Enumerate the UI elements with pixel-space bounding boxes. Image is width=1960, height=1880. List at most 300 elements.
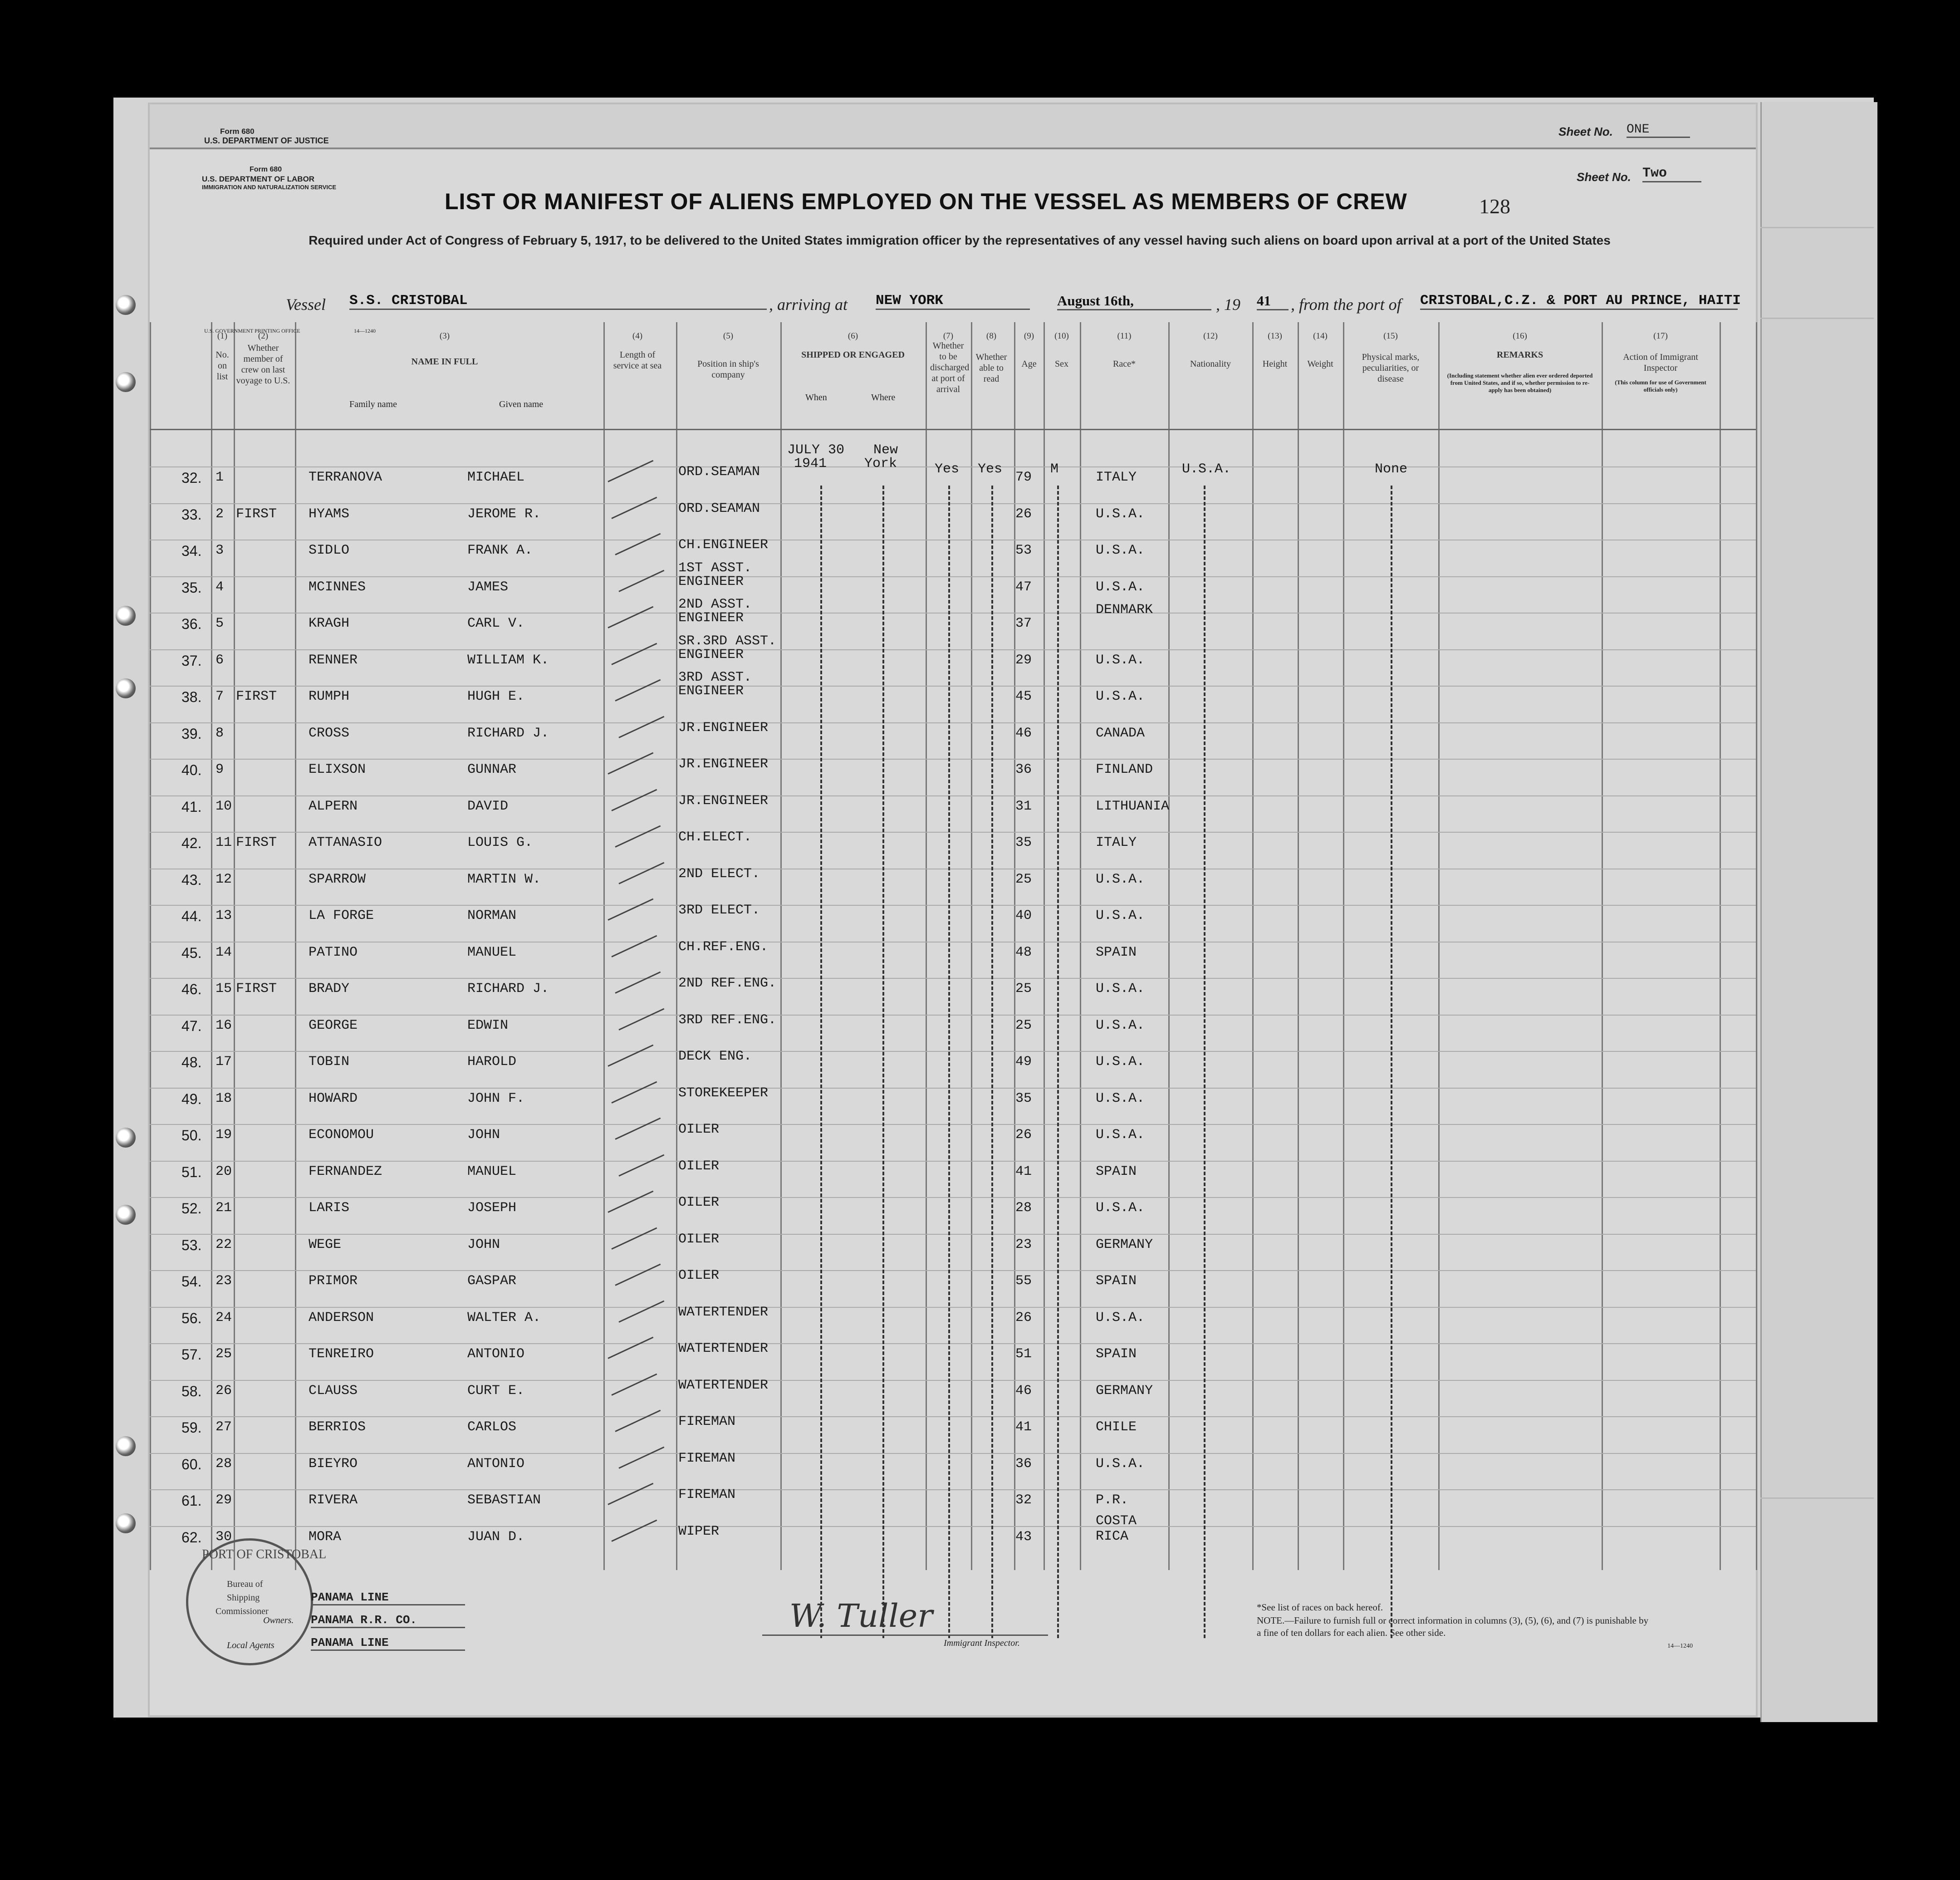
grid-row-rule xyxy=(150,1161,1756,1162)
row-family-name: ATTANASIO xyxy=(309,835,382,850)
row-family-name: WEGE xyxy=(309,1237,342,1252)
grid-row-rule xyxy=(150,832,1756,833)
row-sequence-number: 52. xyxy=(181,1200,202,1217)
grid-row-rule xyxy=(150,649,1756,650)
ditto-discharged xyxy=(948,486,950,1638)
row-position: FIREMAN xyxy=(678,1414,736,1429)
row-race: U.S.A. xyxy=(1096,981,1145,996)
row-sequence-number: 51. xyxy=(181,1163,202,1180)
column-number: (15) xyxy=(1383,331,1398,341)
row-age: 25 xyxy=(1015,981,1032,996)
column-number: (3) xyxy=(439,331,450,341)
from-label: , from the port of xyxy=(1291,295,1401,314)
back-rule xyxy=(1760,227,1874,228)
binder-hole xyxy=(116,1513,136,1533)
ditto-sex xyxy=(1057,486,1059,1638)
row-position-line2: ENGINEER xyxy=(678,683,744,699)
given-name-header: Given name xyxy=(499,399,544,409)
owner-line-3: PANAMA LINE xyxy=(311,1636,465,1651)
row-position: DECK ENG. xyxy=(678,1049,752,1064)
row-given-name: CARLOS xyxy=(467,1419,517,1435)
row-previous-voyage: FIRST xyxy=(236,506,277,522)
service-name: IMMIGRATION AND NATURALIZATION SERVICE xyxy=(202,184,337,191)
row-position: WIPER xyxy=(678,1523,720,1539)
grid-column-rule xyxy=(676,322,677,1570)
row-age: 79 xyxy=(1015,470,1032,485)
row-sequence-number: 54. xyxy=(181,1273,202,1290)
grid-row-rule xyxy=(150,905,1756,906)
row-given-name: EDWIN xyxy=(467,1017,509,1033)
row-race: U.S.A. xyxy=(1096,579,1145,595)
row-position: JR.ENGINEER xyxy=(678,756,769,772)
row-age: 41 xyxy=(1015,1419,1032,1435)
grid-row-rule xyxy=(150,1526,1756,1527)
row-sequence-number: 57. xyxy=(181,1346,202,1363)
row-family-name: BERRIOS xyxy=(309,1419,366,1435)
row-race: ITALY xyxy=(1096,470,1137,485)
row-age: 28 xyxy=(1015,1200,1032,1216)
row-family-name: SPARROW xyxy=(309,871,366,887)
read-value: Yes xyxy=(978,461,1003,477)
row-sequence-number: 39. xyxy=(181,725,202,742)
row-position: OILER xyxy=(678,1122,720,1137)
arriving-label: , arriving at xyxy=(769,295,848,314)
top-strip xyxy=(150,104,1756,149)
row-age: 35 xyxy=(1015,1090,1032,1106)
row-position: JR.ENGINEER xyxy=(678,720,769,736)
row-sequence-number: 42. xyxy=(181,835,202,851)
grid-row-rule xyxy=(150,1489,1756,1490)
row-list-number: 11 xyxy=(216,835,232,850)
manifest-table xyxy=(150,322,1756,1570)
row-position-line2: ENGINEER xyxy=(678,647,744,663)
row-given-name: JOSEPH xyxy=(467,1200,517,1216)
column-number: (14) xyxy=(1313,331,1328,341)
column-header-label: Nationality xyxy=(1190,359,1231,369)
row-position: OILER xyxy=(678,1268,720,1283)
row-family-name: PRIMOR xyxy=(309,1273,358,1289)
manifest-page xyxy=(150,104,1756,1715)
shipped-when-line1: JULY 30 xyxy=(787,442,845,458)
row-race: LITHUANIA xyxy=(1096,798,1170,814)
grid-column-rule xyxy=(1168,322,1170,1570)
row-given-name: GASPAR xyxy=(467,1273,517,1289)
grid-row-rule xyxy=(150,1124,1756,1125)
row-sequence-number: 53. xyxy=(181,1237,202,1253)
column-number: (13) xyxy=(1268,331,1282,341)
row-race: U.S.A. xyxy=(1096,871,1145,887)
row-position: CH.ENGINEER xyxy=(678,537,769,553)
row-position-line2: ENGINEER xyxy=(678,610,744,626)
grid-row-rule xyxy=(150,503,1756,504)
row-race: SPAIN xyxy=(1096,1163,1137,1179)
row-position: 3RD REF.ENG. xyxy=(678,1012,777,1028)
column-number: (1) xyxy=(217,331,228,341)
row-given-name: DAVID xyxy=(467,798,509,814)
column-header-label: Height xyxy=(1262,359,1288,369)
row-given-name: HUGH E. xyxy=(467,689,525,704)
row-list-number: 10 xyxy=(216,798,232,814)
shipped-where-line2: York xyxy=(864,456,897,471)
row-list-number: 5 xyxy=(216,616,224,631)
grid-row-rule xyxy=(150,1307,1756,1308)
row-sequence-number: 34. xyxy=(181,543,202,559)
row-race: U.S.A. xyxy=(1096,1200,1145,1216)
row-given-name: MANUEL xyxy=(467,1163,517,1179)
column-number: (6) xyxy=(848,331,858,341)
row-given-name: MANUEL xyxy=(467,944,517,960)
row-sequence-number: 61. xyxy=(181,1492,202,1509)
stamp-line2: Shipping xyxy=(227,1593,260,1603)
row-age: 47 xyxy=(1015,579,1032,595)
column-header-label: Whether member of crew on last voyage to U.S. xyxy=(236,343,290,386)
row-list-number: 8 xyxy=(216,725,224,741)
row-list-number: 1 xyxy=(216,470,224,485)
row-given-name: ANTONIO xyxy=(467,1346,525,1362)
row-list-number: 29 xyxy=(216,1492,232,1508)
stamp-line1: Bureau of xyxy=(227,1579,263,1589)
action-note: (This column for use of Government officials only) xyxy=(1615,379,1706,393)
row-age: 29 xyxy=(1015,652,1032,668)
row-list-number: 18 xyxy=(216,1090,232,1106)
row-race: ITALY xyxy=(1096,835,1137,850)
row-sequence-number: 45. xyxy=(181,944,202,961)
row-family-name: MORA xyxy=(309,1529,342,1545)
column-number: (5) xyxy=(723,331,734,341)
row-sequence-number: 49. xyxy=(181,1090,202,1107)
row-race: U.S.A. xyxy=(1096,1017,1145,1033)
grid-column-rule xyxy=(150,322,151,1570)
grid-column-rule xyxy=(1438,322,1440,1570)
row-given-name: LOUIS G. xyxy=(467,835,533,850)
row-age: 51 xyxy=(1015,1346,1032,1362)
grid-row-rule xyxy=(150,1416,1756,1417)
column-number: (4) xyxy=(632,331,643,341)
row-list-number: 19 xyxy=(216,1127,232,1143)
row-sequence-number: 50. xyxy=(181,1127,202,1144)
column-number: (10) xyxy=(1054,331,1069,341)
grid-row-rule xyxy=(150,978,1756,979)
stamp-line3: Commissioner xyxy=(216,1606,269,1616)
grid-column-rule xyxy=(971,322,972,1570)
from-port: CRISTOBAL,C.Z. & PORT AU PRINCE, HAITI xyxy=(1420,293,1738,310)
column-number: (9) xyxy=(1024,331,1034,341)
row-sequence-number: 40. xyxy=(181,762,202,778)
ditto-physical xyxy=(1391,486,1392,1638)
row-family-name: HYAMS xyxy=(309,506,350,522)
row-given-name: NORMAN xyxy=(467,908,517,923)
row-list-number: 25 xyxy=(216,1346,232,1362)
grid-column-rule xyxy=(234,322,235,1570)
row-sequence-number: 46. xyxy=(181,981,202,997)
row-sequence-number: 33. xyxy=(181,506,202,523)
row-family-name: TERRANOVA xyxy=(309,470,382,485)
row-position-line1: 3RD ASST. xyxy=(678,670,752,685)
row-age: 26 xyxy=(1015,506,1032,522)
row-race: U.S.A. xyxy=(1096,652,1145,668)
column-header-label: Weight xyxy=(1307,359,1333,369)
row-age: 32 xyxy=(1015,1492,1032,1508)
row-position: STOREKEEPER xyxy=(678,1085,769,1101)
row-given-name: RICHARD J. xyxy=(467,725,549,741)
signature-line xyxy=(762,1635,1048,1636)
binder-hole xyxy=(116,678,136,698)
row-sequence-number: 60. xyxy=(181,1456,202,1473)
row-list-number: 22 xyxy=(216,1237,232,1252)
row-race: GERMANY xyxy=(1096,1383,1153,1399)
row-list-number: 28 xyxy=(216,1456,232,1472)
row-race: DENMARK xyxy=(1096,602,1153,618)
row-given-name: RICHARD J. xyxy=(467,981,549,996)
grid-row-rule xyxy=(150,1197,1756,1198)
row-family-name: RENNER xyxy=(309,652,358,668)
row-race: GERMANY xyxy=(1096,1237,1153,1252)
row-age: 37 xyxy=(1015,616,1032,631)
row-position-line2: ENGINEER xyxy=(678,574,744,589)
row-age: 46 xyxy=(1015,1383,1032,1399)
column-header-label: Physical marks, peculiarities, or disease xyxy=(1362,352,1420,384)
row-race: U.S.A. xyxy=(1096,1310,1145,1325)
row-list-number: 15 xyxy=(216,981,232,996)
row-sequence-number: 62. xyxy=(181,1529,202,1546)
row-family-name: CLAUSS xyxy=(309,1383,358,1399)
row-list-number: 2 xyxy=(216,506,224,522)
sheet-value: Two xyxy=(1642,166,1701,182)
row-position: ORD.SEAMAN xyxy=(678,464,760,480)
row-age: 31 xyxy=(1015,798,1032,814)
row-family-name: BRADY xyxy=(309,981,350,996)
grid-column-rule xyxy=(780,322,782,1570)
column-header-label: NAME IN FULL xyxy=(411,357,478,367)
gpo-label: U.S. GOVERNMENT PRINTING OFFICE xyxy=(204,328,300,334)
row-sequence-number: 41. xyxy=(181,798,202,815)
grid-row-rule xyxy=(150,1234,1756,1235)
ditto-when xyxy=(820,486,822,1638)
grid-column-rule xyxy=(1720,322,1721,1570)
arrival-year: 41 xyxy=(1257,293,1289,310)
row-age: 55 xyxy=(1015,1273,1032,1289)
stamp-outer-text: PORT OF CRISTOBAL xyxy=(202,1547,327,1561)
row-race: SPAIN xyxy=(1096,944,1137,960)
row-sequence-number: 32. xyxy=(181,470,202,486)
column-number: (16) xyxy=(1513,331,1527,341)
nationality-value: U.S.A. xyxy=(1182,461,1231,477)
row-age: 23 xyxy=(1015,1237,1032,1252)
column-header-label: Length of service at sea xyxy=(613,350,662,371)
row-race: CANADA xyxy=(1096,725,1145,741)
row-family-name: TOBIN xyxy=(309,1054,350,1070)
form-code: 14—1240 xyxy=(1667,1643,1693,1649)
row-age: 26 xyxy=(1015,1127,1032,1143)
row-family-name: FERNANDEZ xyxy=(309,1163,382,1179)
ditto-read xyxy=(991,486,993,1638)
column-header-label: Position in ship's company xyxy=(697,359,759,380)
row-given-name: FRANK A. xyxy=(467,543,533,558)
binder-hole xyxy=(116,1436,136,1456)
row-list-number: 17 xyxy=(216,1054,232,1070)
row-family-name: SIDLO xyxy=(309,543,350,558)
shipped-when-line2: 1941 xyxy=(794,456,827,471)
grid-column-rule xyxy=(1602,322,1603,1570)
sheet-top-value: ONE xyxy=(1627,123,1690,138)
grid-column-rule xyxy=(295,322,296,1570)
subtitle: Required under Act of Congress of February 5, 1917, to be delivered to the United States immigration officer by the representatives of any vessel having such aliens on board upon arrival at a port of the United States xyxy=(309,233,1611,247)
binder-hole xyxy=(116,372,136,392)
row-race: SPAIN xyxy=(1096,1273,1137,1289)
row-position: OILER xyxy=(678,1158,720,1174)
row-family-name: CROSS xyxy=(309,725,350,741)
vessel-label: Vessel xyxy=(286,295,326,314)
grid-row-rule xyxy=(150,1380,1756,1381)
row-list-number: 23 xyxy=(216,1273,232,1289)
physical-value: None xyxy=(1375,461,1408,477)
row-sequence-number: 36. xyxy=(181,616,202,632)
row-race: P.R. xyxy=(1096,1492,1129,1508)
grid-row-rule xyxy=(150,1051,1756,1052)
grid-row-rule xyxy=(150,1270,1756,1271)
top-department: U.S. DEPARTMENT OF JUSTICE xyxy=(204,136,329,145)
column-header-label: Action of Immigrant Inspector xyxy=(1623,352,1698,373)
row-family-name: ANDERSON xyxy=(309,1310,374,1325)
grid-row-rule xyxy=(150,613,1756,614)
sheet-top-label: Sheet No. xyxy=(1558,125,1613,138)
column-header-label: REMARKS xyxy=(1496,350,1544,360)
row-family-name: MCINNES xyxy=(309,579,366,595)
row-list-number: 13 xyxy=(216,908,232,923)
row-position: CH.ELECT. xyxy=(678,830,752,845)
row-race: CHILE xyxy=(1096,1419,1137,1435)
column-number: (11) xyxy=(1117,331,1132,341)
row-position: 2ND ELECT. xyxy=(678,866,760,882)
column-header-label: SHIPPED OR ENGAGED xyxy=(801,350,905,360)
inspector-signature: W. Tuller xyxy=(789,1597,933,1635)
column-header-label: Whether to be discharged at port of arrival xyxy=(930,341,970,394)
row-given-name: MARTIN W. xyxy=(467,871,541,887)
row-sequence-number: 37. xyxy=(181,652,202,669)
header-rule xyxy=(150,429,1756,430)
row-list-number: 27 xyxy=(216,1419,232,1435)
binder-hole xyxy=(116,606,136,626)
row-age: 36 xyxy=(1015,1456,1032,1472)
row-given-name: WALTER A. xyxy=(467,1310,541,1325)
row-age: 36 xyxy=(1015,762,1032,777)
row-given-name: CARL V. xyxy=(467,616,525,631)
row-race: U.S.A. xyxy=(1096,1054,1145,1070)
row-previous-voyage: FIRST xyxy=(236,689,277,704)
row-sequence-number: 35. xyxy=(181,579,202,596)
row-position: WATERTENDER xyxy=(678,1304,769,1320)
row-given-name: JOHN xyxy=(467,1237,500,1252)
row-list-number: 4 xyxy=(216,579,224,595)
agents-label: Local Agents xyxy=(227,1640,274,1650)
row-position-line1: SR.3RD ASST. xyxy=(678,633,777,649)
row-position: OILER xyxy=(678,1231,720,1247)
row-family-name: LARIS xyxy=(309,1200,350,1216)
row-age: 25 xyxy=(1015,871,1032,887)
row-given-name: HAROLD xyxy=(467,1054,517,1070)
row-given-name: GUNNAR xyxy=(467,762,517,777)
row-previous-voyage: FIRST xyxy=(236,981,277,996)
row-race: U.S.A. xyxy=(1096,689,1145,704)
row-given-name: WILLIAM K. xyxy=(467,652,549,668)
row-age: 40 xyxy=(1015,908,1032,923)
sex-value: M xyxy=(1050,461,1059,477)
row-race: SPAIN xyxy=(1096,1346,1137,1362)
row-position: JR.ENGINEER xyxy=(678,793,769,809)
grid-row-rule xyxy=(150,759,1756,760)
row-age: 43 xyxy=(1015,1529,1032,1545)
back-rule xyxy=(1760,318,1874,319)
row-family-name: ALPERN xyxy=(309,798,358,814)
row-list-number: 14 xyxy=(216,944,232,960)
row-position: CH.REF.ENG. xyxy=(678,939,769,955)
row-given-name: ANTONIO xyxy=(467,1456,525,1472)
column-number: (7) xyxy=(943,331,954,341)
row-family-name: HOWARD xyxy=(309,1090,358,1106)
row-list-number: 20 xyxy=(216,1163,232,1179)
top-form-number: Form 680 xyxy=(220,127,255,136)
back-rule xyxy=(1760,1497,1874,1499)
owners-label: Owners. xyxy=(263,1615,294,1625)
grid-row-rule xyxy=(150,686,1756,687)
row-sequence-number: 58. xyxy=(181,1383,202,1399)
page-title: LIST OR MANIFEST OF ALIENS EMPLOYED ON THE VESSEL AS MEMBERS OF CREW xyxy=(445,189,1407,214)
row-age: 45 xyxy=(1015,689,1032,704)
arrival-date: August 16th, xyxy=(1057,293,1211,310)
year-prefix: , 19 xyxy=(1216,295,1240,314)
row-sequence-number: 56. xyxy=(181,1310,202,1326)
back-sheet-edge xyxy=(1760,102,1877,1722)
binder-hole xyxy=(116,1128,136,1148)
column-header-label: Whether able to read xyxy=(975,352,1007,384)
vessel-name: S.S. CRISTOBAL xyxy=(349,293,767,310)
ditto-nationality xyxy=(1204,486,1205,1638)
grid-column-rule xyxy=(1298,322,1299,1570)
row-position: FIREMAN xyxy=(678,1450,736,1466)
grid-column-rule xyxy=(603,322,605,1570)
column-number: (12) xyxy=(1203,331,1218,341)
ditto-where xyxy=(882,486,884,1638)
column-header-label: No. on list xyxy=(216,350,229,382)
row-race: U.S.A. xyxy=(1096,1456,1145,1472)
page-number: 128 xyxy=(1479,195,1510,218)
row-given-name: JUAN D. xyxy=(467,1529,525,1545)
grid-column-rule xyxy=(1343,322,1344,1570)
row-sequence-number: 48. xyxy=(181,1054,202,1070)
row-previous-voyage: FIRST xyxy=(236,835,277,850)
sheet-label: Sheet No. xyxy=(1577,170,1631,184)
row-given-name: CURT E. xyxy=(467,1383,525,1399)
row-race: COSTA RICA xyxy=(1096,1513,1137,1544)
row-given-name: JAMES xyxy=(467,579,509,595)
binder-hole xyxy=(116,1205,136,1225)
row-family-name: TENREIRO xyxy=(309,1346,374,1362)
row-age: 49 xyxy=(1015,1054,1032,1070)
row-position-line1: 1ST ASST. xyxy=(678,560,752,576)
discharged-value: Yes xyxy=(935,461,960,477)
grid-row-rule xyxy=(150,1088,1756,1089)
shipped-where-line1: New xyxy=(873,442,898,458)
row-family-name: RIVERA xyxy=(309,1492,358,1508)
arrival-port: NEW YORK xyxy=(876,293,1030,310)
row-given-name: SEBASTIAN xyxy=(467,1492,541,1508)
family-name-header: Family name xyxy=(349,399,397,409)
grid-row-rule xyxy=(150,1343,1756,1344)
owner-line-1: PANAMA LINE xyxy=(311,1590,465,1605)
column-number: (17) xyxy=(1653,331,1668,341)
row-family-name: PATINO xyxy=(309,944,358,960)
row-position: WATERTENDER xyxy=(678,1377,769,1393)
